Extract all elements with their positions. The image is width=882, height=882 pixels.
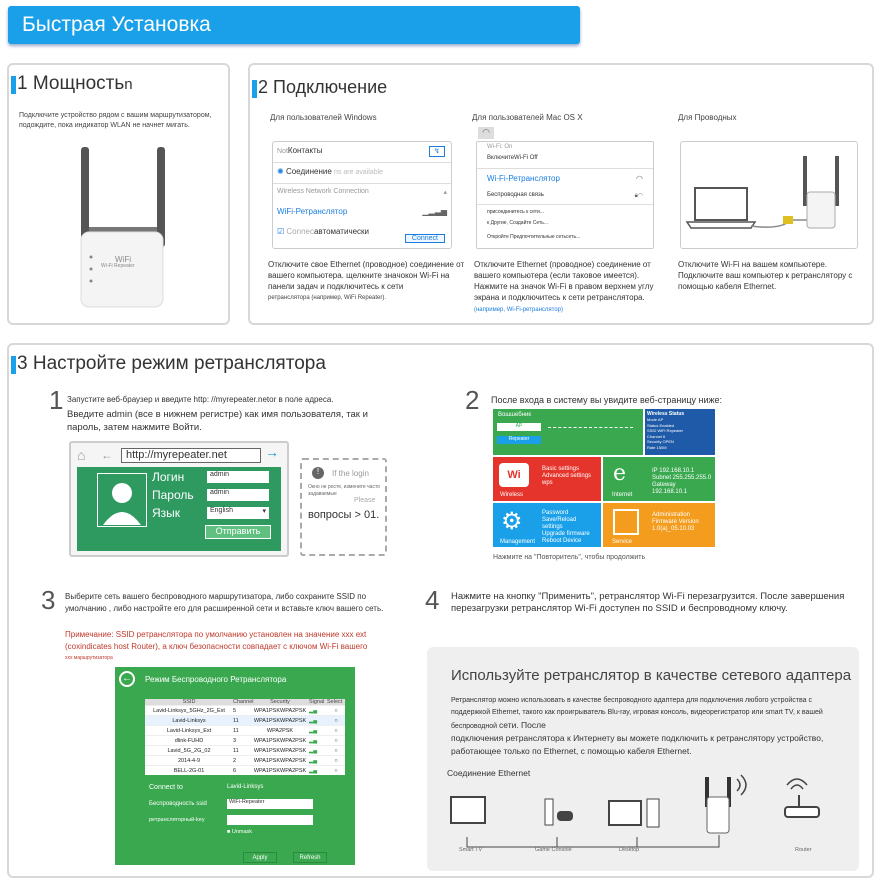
checkbox-icon[interactable]: ☑: [277, 227, 285, 236]
back-arrow-icon[interactable]: ←: [101, 448, 113, 462]
management-tile-label: Management: [500, 539, 536, 545]
step-2-text: После входа в систему вы увидите веб-страницу ниже:: [491, 395, 723, 405]
section-connect: [248, 63, 874, 325]
signal-icon: ▁▂▃▅: [422, 207, 447, 216]
device-label: Wi-Fi Repeater: [101, 263, 135, 269]
ie-icon: e: [613, 461, 627, 486]
step-3-note-small: ххх маршрутизатора: [65, 655, 113, 661]
collapse-icon[interactable]: ▴: [443, 189, 447, 196]
status-tile: [645, 409, 715, 455]
svg-text:WiFi: WiFi: [115, 255, 131, 264]
step-4-text: Нажмите на кнопку "Применить", ретранслятор Wi-Fi перезагрузится. После завершения перезагрузки ретранслятор Wi-Fi доступен по SSID и беспроводному ключу.: [451, 591, 845, 614]
key-input[interactable]: [227, 815, 313, 825]
signal-icon: ▂▄: [309, 718, 318, 724]
home-icon[interactable]: ⌂: [77, 447, 86, 463]
windows-desc-small: ретранслятора (например, WiFi Repeater).: [268, 295, 387, 301]
signal-icon: ▂▄: [309, 748, 318, 754]
status-rows: Mode AP Status Enabled SSID WiFi Repeater Channel 6 Security OPEN Rate 150M: [647, 417, 684, 450]
lock-icon: 🔒︎◠: [634, 193, 643, 199]
login-label: Логин: [152, 470, 185, 484]
wireless-tile-label: Wireless: [500, 492, 524, 498]
network-table-body: [145, 705, 345, 775]
language-select[interactable]: English ▾: [207, 507, 269, 519]
table-row[interactable]: Lavid-Linksys_5GHz_2G_Ext 5 WPA1PSKWPA2PSK ▂▄ ○: [145, 705, 345, 715]
connect-to-value: Lavid-Linksys: [227, 784, 264, 790]
ap-chip: AP: [497, 423, 541, 431]
dashboard-screenshot: [493, 409, 715, 549]
wireless-menu: Basic settings Advanced settings wps: [542, 466, 592, 486]
table-row[interactable]: Lavid_5G_2G_02 11 WPA1PSKWPA2PSK ▂▄ ○: [145, 745, 345, 755]
connect-button[interactable]: Connect: [405, 234, 445, 243]
section-2-heading: [252, 77, 387, 98]
login-note: [300, 458, 387, 556]
step-1-text: Введите admin (все в нижнем регистре) как имя пользователя, так и пароль, затем нажмите Войти.: [67, 409, 368, 433]
wizard-tile[interactable]: [493, 409, 643, 455]
adapter-title: Используйте ретранслятор в качестве сетевого адаптера: [451, 667, 852, 684]
login-form: [77, 467, 281, 551]
step-3-number: 3: [41, 585, 56, 615]
laptop-repeater-icon: [681, 142, 857, 248]
user-avatar-icon: [97, 473, 147, 527]
section-1-title: 1 Мощность: [17, 73, 125, 94]
accent-bar: [11, 356, 16, 374]
key-label: ретрансляторный-key: [149, 817, 205, 823]
status-title: Wireless Status: [647, 411, 685, 417]
mac-desc-blue: (например, Wi-Fi-ретранслятор): [474, 307, 564, 313]
section-3-heading: [11, 353, 326, 375]
wifi-icon: Wi: [499, 463, 529, 487]
windows-wifi-popup: [272, 141, 452, 249]
mac-desc: Отключите Ethernet (проводное) соединение от вашего компьютера (если таковое имеется). Нажмите на значок Wi-Fi в правом верхнем углу экрана и подключитесь к сети ретранслятора.: [474, 260, 654, 302]
repeater-chip[interactable]: Repeater: [497, 436, 541, 444]
table-row[interactable]: Lavid-Linksys 11 WPA1PSKWPA2PSK ▂▄ ○: [145, 715, 345, 725]
password-label: Пароль: [152, 488, 194, 502]
select-radio[interactable]: ○: [334, 708, 338, 714]
go-arrow-icon[interactable]: →: [265, 444, 279, 460]
windows-heading: Для пользователей Windows: [270, 113, 377, 122]
note-please: Please: [354, 497, 376, 504]
login-browser: [69, 441, 289, 557]
section-1-desc: Подключите устройство рядом с вашим маршрутизатором, подождите, пока индикатор WLAN не начнет мигать.: [19, 112, 212, 129]
signal-icon: ▂▄: [309, 738, 318, 744]
signal-icon: ▂▄: [309, 758, 318, 764]
step-1-number: 1: [49, 385, 64, 415]
mac-row-status: Wi-Fi: On: [487, 144, 513, 150]
step-2-number: 2: [465, 385, 480, 415]
language-label: Язык: [152, 506, 181, 520]
page-header: [8, 6, 580, 44]
service-tile-label: Service: [612, 539, 633, 545]
back-icon[interactable]: ←: [119, 671, 135, 687]
wired-diagram: [680, 141, 858, 249]
apply-button[interactable]: Apply: [243, 852, 277, 863]
adapter-box: [427, 647, 859, 871]
refresh-icon[interactable]: ↯: [429, 146, 445, 157]
internet-tile[interactable]: [603, 457, 715, 501]
note-head: If the login: [332, 469, 369, 478]
note-body: Окно не росте, измените часто задаваемые: [308, 484, 380, 497]
win-row-contacts: NotКонтакты ↯: [273, 142, 451, 162]
section-3-title: 3 Настройте режим ретранслятора: [17, 353, 326, 374]
step-3-note: Примечание: SSID ретранслятора по умолчанию установлен на значение ххх ехt (coxindicates host Router), а ключ безопасности совпадает с ключом Wi-Fi вашего: [65, 630, 368, 651]
mac-row-prefs[interactable]: Откройте Предпочтительные сетьсеть...: [487, 234, 581, 240]
wifi-icon: ◠: [636, 174, 643, 183]
login-input[interactable]: admin: [207, 471, 269, 483]
internet-tile-label: Internet: [612, 492, 633, 498]
page-title: Быстрая Установка: [22, 13, 211, 36]
chevron-down-icon: ▾: [262, 508, 266, 515]
gear-icon: ⚙: [501, 508, 523, 535]
qr-icon: [613, 509, 639, 535]
password-input[interactable]: admin: [207, 489, 269, 501]
mac-row-join[interactable]: присоединитесь к сети...: [477, 204, 653, 218]
accent-bar: [11, 76, 16, 94]
section-1-heading: [11, 73, 133, 95]
wired-heading: Для Проводных: [678, 113, 737, 122]
wireless-tile[interactable]: [493, 457, 601, 501]
adapter-text-small: Ретранслятор можно использовать в качестве беспроводного адаптера для подключения любого устройства с поддержкой Ethernet, такого как проигрыватель Blu-ray, игровая консоль, видеорегистратор или smart TV, к вашей беспроводной сети. После: [451, 697, 823, 730]
service-info: Administration Firmware Version 1.0(a)_05.10.03: [652, 512, 699, 532]
device-router: Router: [795, 847, 812, 853]
table-row[interactable]: BELL-2G-01 6 WPA1PSKWPA2PSK ▂▄ ○: [145, 765, 345, 775]
select-radio[interactable]: ○: [334, 718, 338, 724]
wizard-label: Вошшебник: [498, 412, 531, 418]
repeater-panel-title: Режим Беспроводного Ретранслятора: [145, 675, 287, 684]
management-menu: Password Save/Reload settings Upgrade firmware Reboot Device: [542, 510, 590, 544]
mac-row-create[interactable]: к Другие, Создайте Сеть...: [487, 220, 549, 226]
win-row-network[interactable]: WiFi-Ретранслятор ▁▂▃▅: [277, 207, 447, 216]
refresh-button[interactable]: Refresh: [293, 852, 327, 863]
win-row-connection: ✺ Соединение ns are available: [273, 162, 451, 183]
section-repeater-mode: [7, 343, 874, 878]
info-icon: !: [312, 467, 324, 479]
table-row[interactable]: Lavid-Linksys_Ext 11 WPA2PSK ▂▄ ○: [145, 725, 345, 735]
repeater-mode-panel: [115, 667, 355, 865]
internet-info: IP 192.168.10.1 Subnet 255.255.255.0 Gateway 192.168.10.1: [652, 468, 712, 495]
network-table: [145, 699, 345, 775]
ssid-label: Беспроводность ssid: [149, 801, 207, 807]
table-row[interactable]: 2014-4-9 2 WPA1PSKWPA2PSK ▂▄ ○: [145, 755, 345, 765]
select-radio[interactable]: ○: [334, 758, 338, 764]
mac-row-toggle[interactable]: ВключитеWi-Fi Off: [487, 155, 538, 161]
adapter-text-2: подключения ретранслятора к Интернету вы можете подключить к ретранслятору устройство, работающее только по Ethernet, с помощью кабеля Ethernet.: [451, 733, 824, 756]
select-radio[interactable]: ○: [334, 768, 338, 774]
management-tile[interactable]: [493, 503, 601, 547]
win-row-wireless: Wireless Network Connection ▴: [273, 183, 451, 203]
title-glyph: n: [124, 76, 133, 93]
service-tile[interactable]: [603, 503, 715, 547]
unmask-checkbox[interactable]: ■ Unmask: [227, 829, 253, 835]
select-radio[interactable]: ○: [334, 728, 338, 734]
note-end: вопросы > 01.: [308, 509, 380, 521]
device-game-console: Game Console: [535, 847, 572, 853]
connect-to-label: Connect to: [149, 784, 183, 791]
repeater-device-icon: [71, 137, 181, 313]
flow-line: [548, 427, 633, 428]
step-3-text: Выберите сеть вашего беспроводного маршрутизатора, либо сохраните SSID по умолчанию , либо настройте его для расширенной сети и вставьте ключ вашего сеть.: [65, 592, 384, 613]
mac-wifi-menu: [476, 141, 654, 249]
ethernet-label: Соединение Ethernet: [447, 768, 531, 778]
adapter-diagram: [437, 767, 857, 867]
accent-bar: [252, 80, 257, 98]
network-table-header: SSID Channel Security Signal Select: [145, 699, 345, 705]
device-desktop: Desktop: [619, 847, 640, 853]
ssid-input[interactable]: WiFi-Repeater: [227, 799, 313, 809]
wifi-menubar-icon[interactable]: ◠: [478, 127, 494, 139]
submit-button[interactable]: Отправить: [205, 525, 271, 539]
select-radio[interactable]: ○: [334, 748, 338, 754]
url-field[interactable]: http://myrepeater.net: [121, 448, 261, 463]
select-radio[interactable]: ○: [334, 738, 338, 744]
sun-icon: ✺: [277, 167, 284, 176]
wired-desc: Отключите Wi-Fi на вашем компьютере. Подключите ваш компьютер к ретранслятору с помощью кабеля Ethernet.: [678, 260, 853, 291]
signal-icon: ▂▄: [309, 768, 318, 774]
table-row[interactable]: dlink-FUHD 3 WPA1PSKWPA2PSK ▂▄ ○: [145, 735, 345, 745]
signal-icon: ▂▄: [309, 708, 318, 714]
signal-icon: ▂▄: [309, 728, 318, 734]
mac-heading: Для пользователей Mac OS X: [472, 113, 583, 122]
mac-row-network[interactable]: Wi-Fi-Ретранслятор ◠: [477, 168, 653, 190]
step-4-number: 4: [425, 585, 440, 615]
win-row-connect: ☑ Connecавтоматически Connect: [273, 223, 451, 243]
section-power: [7, 63, 230, 325]
step-1-text-small: Запустите веб-браузер и введите http: //myrepeater.netor в поле адреса.: [67, 395, 334, 404]
windows-desc: Отключите свое Ethernet (проводное) соединение от вашего компьютера. щелкните значокон Wi-Fi на панели задач и подключитесь к сети: [268, 260, 465, 291]
mac-row-wireless[interactable]: Беспроводная связь 🔒︎◠: [487, 192, 643, 199]
section-2-title: 2 Подключение: [258, 77, 388, 97]
device-smart-tv: Smart TV: [459, 847, 483, 853]
step-2-caption: Нажмите на "Повторитель", чтобы продолжить: [493, 554, 646, 561]
